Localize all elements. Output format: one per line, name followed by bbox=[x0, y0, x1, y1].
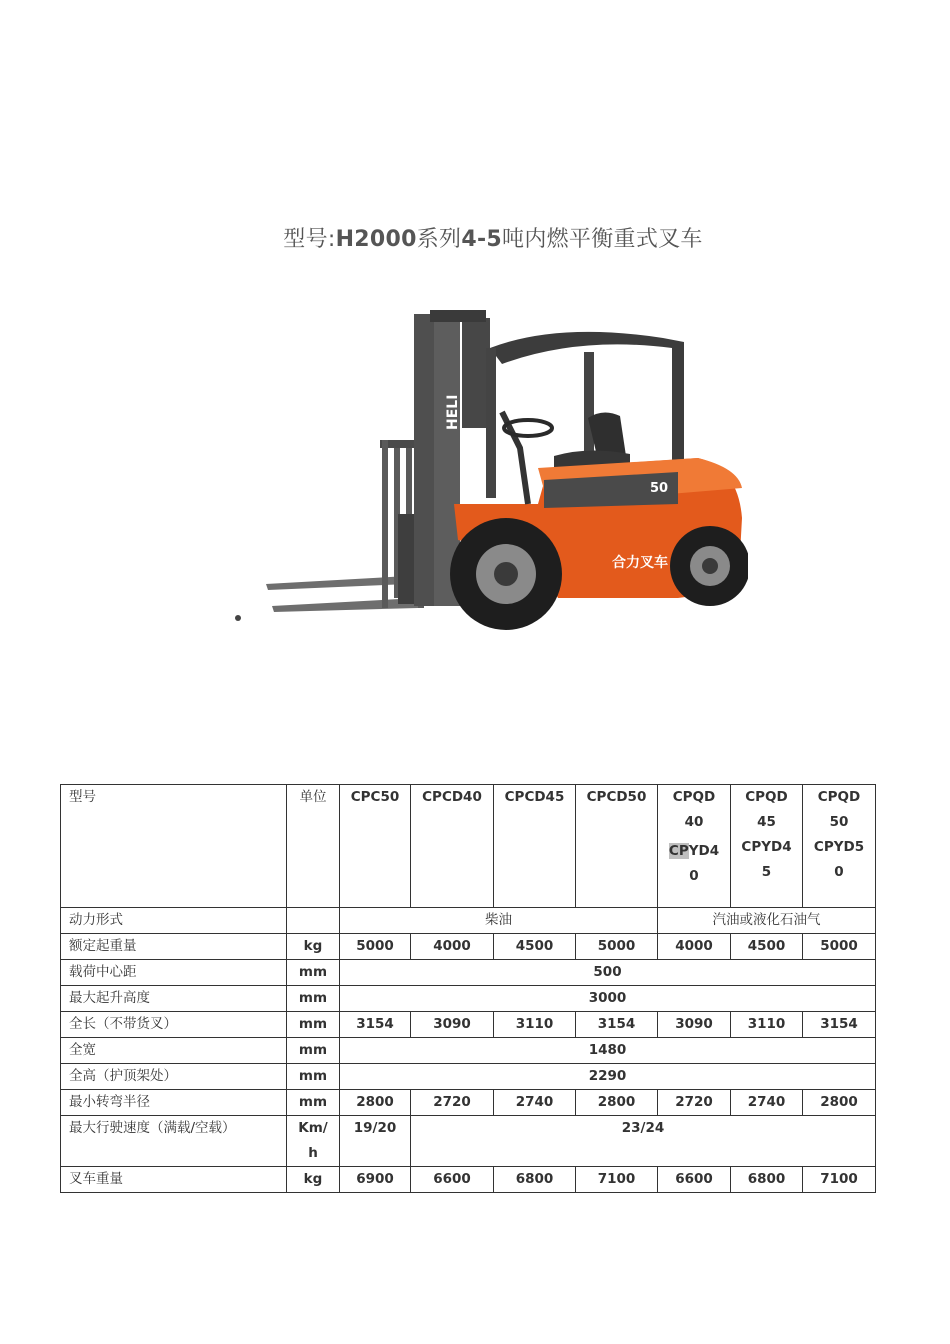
table-row-header bbox=[61, 785, 876, 908]
list-bullet bbox=[235, 615, 241, 621]
table-cell: 2740 bbox=[494, 1090, 576, 1116]
row-label: 叉车重量 bbox=[61, 1167, 287, 1193]
row-unit: mm bbox=[287, 986, 340, 1012]
table-cell: 7100 bbox=[576, 1167, 658, 1193]
title-model: H2000 bbox=[335, 227, 417, 252]
power-gas: 汽油或液化石油气 bbox=[658, 908, 876, 934]
table-cell: 2800 bbox=[576, 1090, 658, 1116]
title-desc: 吨内燃平衡重式叉车 bbox=[502, 227, 703, 252]
title-series: 系列 bbox=[416, 227, 462, 252]
row-label: 额定起重量 bbox=[61, 934, 287, 960]
forklift-photo bbox=[258, 308, 748, 633]
table-cell: 2290 bbox=[340, 1064, 876, 1090]
header-cpqd40-line2: 40 bbox=[684, 814, 704, 830]
header-cpcd50: CPCD50 bbox=[576, 785, 658, 908]
header-cpcd45: CPCD45 bbox=[494, 785, 576, 908]
header-cpqd40-line3 bbox=[658, 839, 730, 864]
header-cpqd40 bbox=[658, 785, 731, 908]
table-cell: 4500 bbox=[731, 934, 803, 960]
title-prefix: 型号: bbox=[283, 227, 336, 252]
table-cell: 3154 bbox=[576, 1012, 658, 1038]
table-cell: 5000 bbox=[576, 934, 658, 960]
header-cpqd45-line2: 45 bbox=[757, 814, 776, 830]
header-cpqd40-line3-rest: YD4 bbox=[688, 843, 720, 859]
row-label: 最大起升高度 bbox=[61, 986, 287, 1012]
table-cell: 4000 bbox=[658, 934, 731, 960]
header-cpqd40-line1: CPQD bbox=[672, 789, 716, 805]
table-cell: 7100 bbox=[803, 1167, 876, 1193]
table-row-width bbox=[61, 1038, 876, 1064]
row-unit-empty bbox=[287, 908, 340, 934]
row-label: 最小转弯半径 bbox=[61, 1090, 287, 1116]
table-row-lift-height bbox=[61, 986, 876, 1012]
table-cell: 3000 bbox=[340, 986, 876, 1012]
table-row-capacity bbox=[61, 934, 876, 960]
header-cpqd45-line1: CPQD bbox=[745, 789, 788, 805]
table-cell: 19/20 bbox=[340, 1116, 411, 1167]
row-unit: mm bbox=[287, 1090, 340, 1116]
table-row-weight bbox=[61, 1167, 876, 1193]
table-cell: 3154 bbox=[803, 1012, 876, 1038]
row-label: 载荷中心距 bbox=[61, 960, 287, 986]
power-diesel: 柴油 bbox=[340, 908, 658, 934]
table-cell: 4000 bbox=[411, 934, 494, 960]
row-label: 全长（不带货叉） bbox=[61, 1012, 287, 1038]
row-unit: mm bbox=[287, 1012, 340, 1038]
header-model-label: 型号 bbox=[61, 785, 287, 908]
table-cell: 6600 bbox=[658, 1167, 731, 1193]
table-row-height bbox=[61, 1064, 876, 1090]
table-cell: 3110 bbox=[731, 1012, 803, 1038]
table-row-length bbox=[61, 1012, 876, 1038]
title-capacity: 4-5 bbox=[461, 227, 503, 252]
page-title bbox=[0, 222, 950, 253]
table-cell: 2800 bbox=[803, 1090, 876, 1116]
table-row-load-center bbox=[61, 960, 876, 986]
table-cell: 5000 bbox=[803, 934, 876, 960]
row-unit: mm bbox=[287, 960, 340, 986]
table-cell: 6800 bbox=[731, 1167, 803, 1193]
row-label: 全宽 bbox=[61, 1038, 287, 1064]
mast-brand-text: HELI bbox=[445, 394, 461, 430]
header-cpqd45-line3: CPYD4 bbox=[741, 839, 792, 855]
row-unit-line1: Km/ bbox=[298, 1120, 328, 1136]
header-cpc50: CPC50 bbox=[340, 785, 411, 908]
row-label: 最大行驶速度（满载/空载） bbox=[61, 1116, 287, 1167]
header-cpcd40: CPCD40 bbox=[411, 785, 494, 908]
table-cell: 2800 bbox=[340, 1090, 411, 1116]
table-cell: 6900 bbox=[340, 1167, 411, 1193]
header-cpqd45 bbox=[731, 785, 803, 908]
table-cell: 6800 bbox=[494, 1167, 576, 1193]
body-brand-text: 合力叉车 bbox=[612, 555, 668, 571]
header-highlight: CP bbox=[668, 843, 689, 859]
table-cell: 500 bbox=[340, 960, 876, 986]
header-unit-label: 单位 bbox=[287, 785, 340, 908]
table-cell: 2740 bbox=[731, 1090, 803, 1116]
table-cell: 2720 bbox=[411, 1090, 494, 1116]
header-cpqd50-line1: CPQD bbox=[817, 789, 861, 805]
seat-capacity-badge: 50 bbox=[650, 481, 669, 496]
table-cell: 1480 bbox=[340, 1038, 876, 1064]
table-cell: 3154 bbox=[340, 1012, 411, 1038]
table-cell: 3110 bbox=[494, 1012, 576, 1038]
row-unit: kg bbox=[287, 1167, 340, 1193]
row-unit bbox=[287, 1116, 340, 1167]
row-unit: kg bbox=[287, 934, 340, 960]
table-cell: 6600 bbox=[411, 1167, 494, 1193]
row-unit: mm bbox=[287, 1064, 340, 1090]
header-cpqd50 bbox=[803, 785, 876, 908]
header-cpqd50-line4: 0 bbox=[834, 864, 844, 880]
row-label: 全高（护顶架处） bbox=[61, 1064, 287, 1090]
table-row-speed bbox=[61, 1116, 876, 1167]
table-row-turning-radius bbox=[61, 1090, 876, 1116]
row-unit: mm bbox=[287, 1038, 340, 1064]
table-cell: 5000 bbox=[340, 934, 411, 960]
table-cell: 4500 bbox=[494, 934, 576, 960]
table-cell: 3090 bbox=[411, 1012, 494, 1038]
table-row-power bbox=[61, 908, 876, 934]
table-cell: 3090 bbox=[658, 1012, 731, 1038]
table-cell: 23/24 bbox=[411, 1116, 876, 1167]
spec-table bbox=[60, 784, 876, 1193]
table-cell: 2720 bbox=[658, 1090, 731, 1116]
header-cpqd40-line4: 0 bbox=[689, 868, 699, 884]
header-cpqd45-line4: 5 bbox=[761, 864, 772, 880]
row-label: 动力形式 bbox=[61, 908, 287, 934]
row-unit-line2: h bbox=[308, 1145, 318, 1161]
header-cpqd50-line2: 50 bbox=[829, 814, 849, 830]
header-cpqd50-line3: CPYD5 bbox=[813, 839, 865, 855]
